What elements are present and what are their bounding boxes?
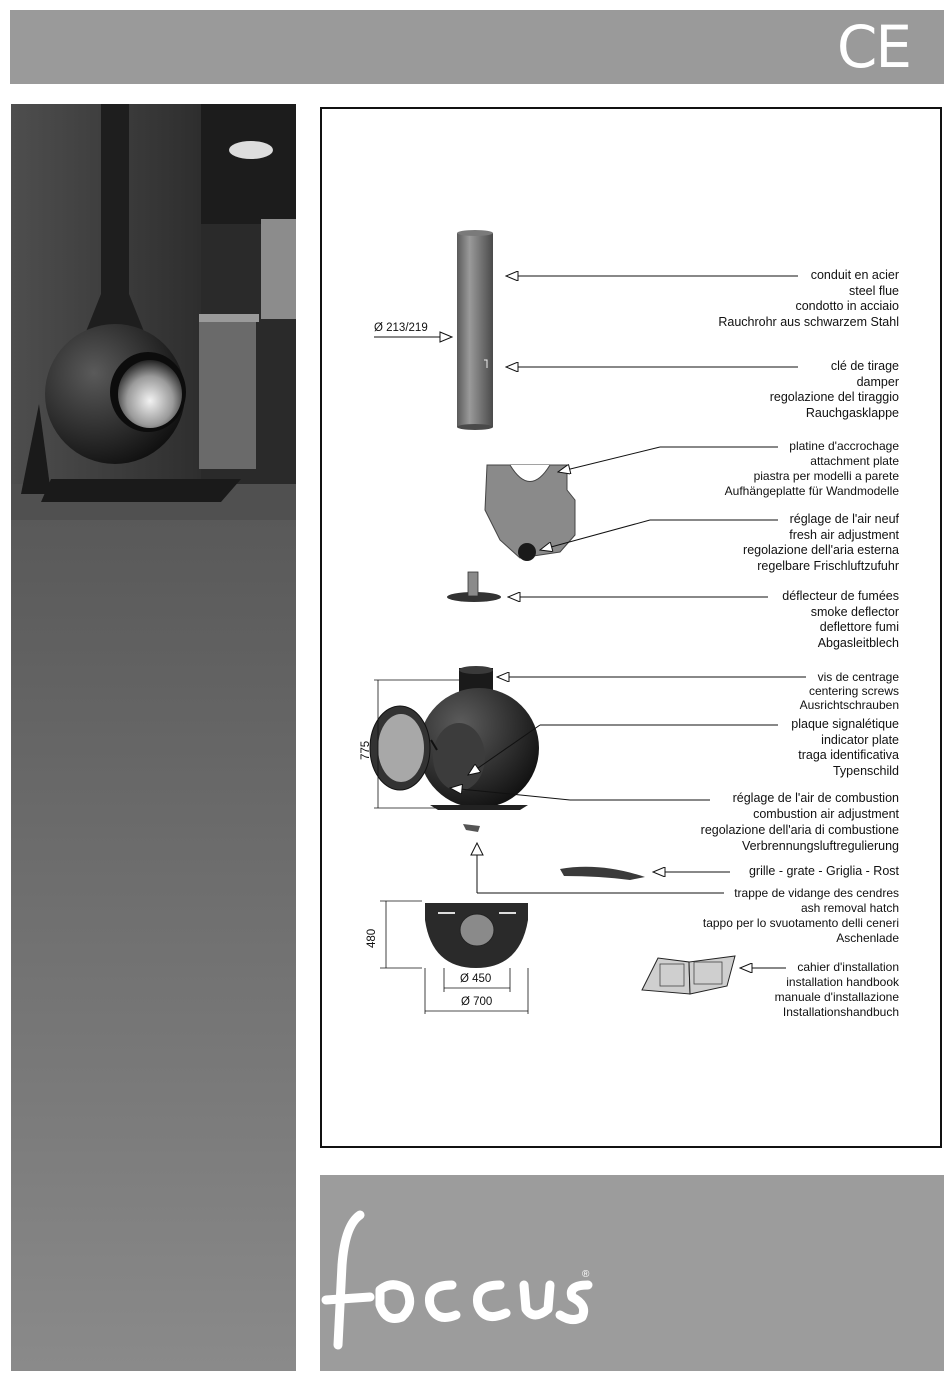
attachment-plate-illustration [485,465,575,561]
label-ash-hatch: trappe de vidange des cendres ash removal hatch tappo per lo svuotamento delli ceneri Aschenlade [702,886,899,945]
label-grate: grille - grate - Griglia - Rost [748,864,899,878]
outer-diameter-label: Ø 700 [461,996,493,1008]
base-illustration [425,903,528,968]
handbook-illustration [642,956,735,994]
label-centering-screws: vis de centrage centering screws Ausrichtschrauben [799,670,899,712]
label-handbook: cahier d'installation installation handbook manuale d'installazione Installationshandbuch [774,960,899,1019]
label-indicator-plate: plaque signalétique indicator plate traga identificativa Typenschild [791,717,899,778]
focus-logo [320,1205,620,1365]
ash-part-illustration [463,824,480,832]
label-attachment-plate: platine d'accrochage attachment plate piastra per modelli a parete Aufhängeplatte für Wandmodelle [724,439,899,498]
smoke-deflector-illustration [447,572,501,602]
flue-diameter-label: Ø 213/219 [374,322,428,334]
label-fresh-air: réglage de l'air neuf fresh air adjustment regolazione dell'aria esterna regelbare Frischluftzufuhr [743,512,899,573]
base-height-label: 480 [366,928,378,948]
grate-illustration [560,867,645,880]
label-smoke-deflector: déflecteur de fumées smoke deflector deflettore fumi Abgasleitblech [782,589,899,650]
inner-diameter-label: Ø 450 [460,973,492,985]
steel-flue-illustration [457,230,493,430]
height-label: 775 [360,740,372,760]
registered-mark: ® [582,1269,590,1280]
ce-mark: CE [836,13,910,81]
footer-bar [320,1175,944,1371]
label-combustion-air: réglage de l'air de combustion combustion air adjustment regolazione dell'aria di combustione Verbrennungsluftregulierung [700,791,899,853]
label-steel-flue: conduit en acier steel flue condotto in acciaio Rauchrohr aus schwarzem Stahl [718,268,899,329]
label-damper: clé de tirage damper regolazione del tiraggio Rauchgasklappe [769,359,899,420]
